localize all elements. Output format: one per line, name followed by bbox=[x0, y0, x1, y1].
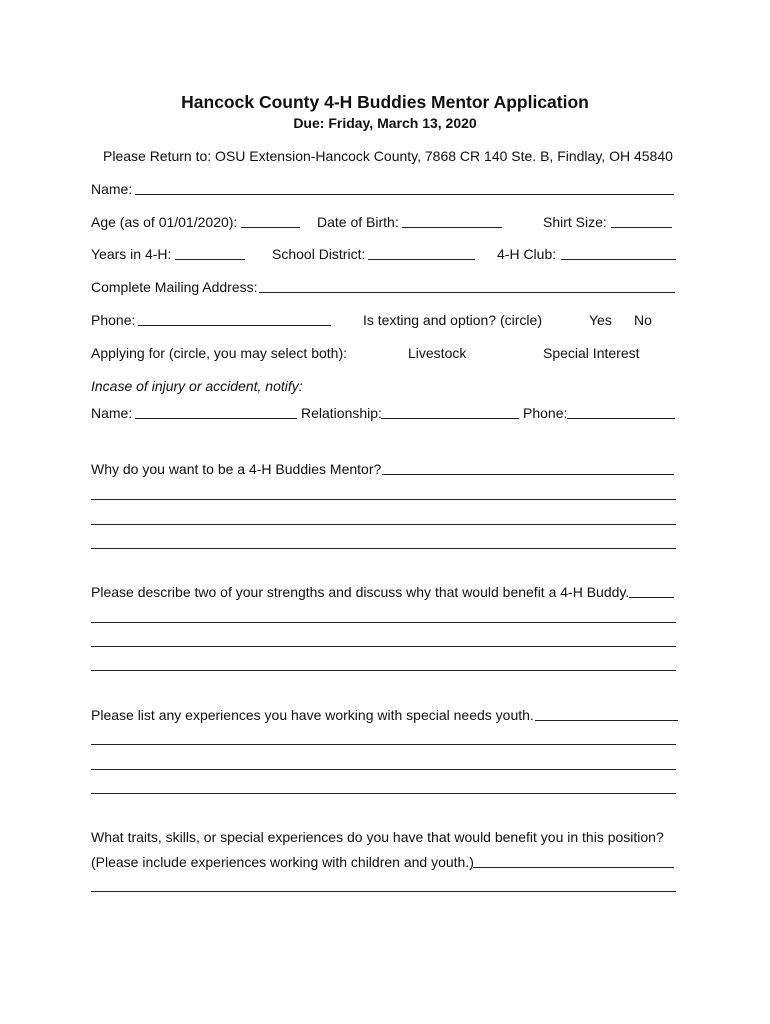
emergency-phone-label: Phone: bbox=[523, 405, 568, 421]
years-field[interactable] bbox=[175, 259, 245, 260]
years-label: Years in 4-H: bbox=[91, 246, 172, 262]
name-label: Name: bbox=[91, 181, 133, 197]
q1-answer-line[interactable] bbox=[382, 474, 674, 475]
q2-answer-line[interactable] bbox=[91, 622, 676, 623]
q2-answer-line[interactable] bbox=[91, 670, 676, 671]
q2-answer-line[interactable] bbox=[91, 646, 676, 647]
q3-answer-line[interactable] bbox=[91, 744, 676, 745]
phone-field[interactable] bbox=[138, 325, 331, 326]
texting-yes-option[interactable]: Yes bbox=[589, 312, 612, 328]
address-label: Complete Mailing Address: bbox=[91, 279, 258, 295]
emergency-name-label: Name: bbox=[91, 405, 133, 421]
age-label: Age (as of 01/01/2020): bbox=[91, 214, 238, 230]
q3-answer-line[interactable] bbox=[91, 793, 676, 794]
return-address: Please Return to: OSU Extension-Hancock County, 7868 CR 140 Ste. B, Findlay, OH 45840 bbox=[103, 148, 673, 164]
question-2: Please describe two of your strengths and discuss why that would benefit a 4-H Buddy. bbox=[91, 584, 630, 600]
age-field[interactable] bbox=[241, 227, 300, 228]
q3-answer-line[interactable] bbox=[91, 769, 676, 770]
special-interest-option[interactable]: Special Interest bbox=[543, 345, 640, 361]
club-field[interactable] bbox=[561, 259, 676, 260]
phone-label: Phone: bbox=[91, 312, 136, 328]
emergency-phone-field[interactable] bbox=[567, 418, 675, 419]
question-1: Why do you want to be a 4-H Buddies Mentor? bbox=[91, 461, 382, 477]
emergency-name-field[interactable] bbox=[135, 418, 297, 419]
q3-answer-line[interactable] bbox=[535, 720, 678, 721]
shirt-size-label: Shirt Size: bbox=[543, 214, 607, 230]
question-4-note: (Please include experiences working with children and youth.) bbox=[91, 854, 474, 870]
emergency-relationship-label: Relationship: bbox=[301, 405, 382, 421]
q1-answer-line[interactable] bbox=[91, 548, 676, 549]
emergency-heading: Incase of injury or accident, notify: bbox=[91, 378, 303, 394]
q4-answer-line[interactable] bbox=[473, 867, 674, 868]
applying-label: Applying for (circle, you may select both): bbox=[91, 345, 347, 361]
shirt-size-field[interactable] bbox=[611, 227, 672, 228]
club-label: 4-H Club: bbox=[497, 246, 557, 262]
dob-field[interactable] bbox=[402, 227, 502, 228]
texting-no-option[interactable]: No bbox=[634, 312, 652, 328]
school-district-field[interactable] bbox=[368, 259, 475, 260]
due-date: Due: Friday, March 13, 2020 bbox=[293, 115, 477, 131]
texting-label: Is texting and option? (circle) bbox=[363, 312, 542, 328]
q4-answer-line[interactable] bbox=[91, 891, 676, 892]
q2-answer-line[interactable] bbox=[629, 597, 674, 598]
dob-label: Date of Birth: bbox=[317, 214, 399, 230]
question-3: Please list any experiences you have working with special needs youth. bbox=[91, 707, 534, 723]
q1-answer-line[interactable] bbox=[91, 524, 676, 525]
address-field[interactable] bbox=[259, 292, 675, 293]
livestock-option[interactable]: Livestock bbox=[408, 345, 467, 361]
question-4: What traits, skills, or special experiences do you have that would benefit you in this position? bbox=[91, 829, 664, 845]
school-district-label: School District: bbox=[272, 246, 366, 262]
page-title: Hancock County 4-H Buddies Mentor Application bbox=[181, 92, 589, 112]
q1-answer-line[interactable] bbox=[91, 499, 676, 500]
emergency-relationship-field[interactable] bbox=[381, 418, 519, 419]
name-field[interactable] bbox=[135, 194, 674, 195]
